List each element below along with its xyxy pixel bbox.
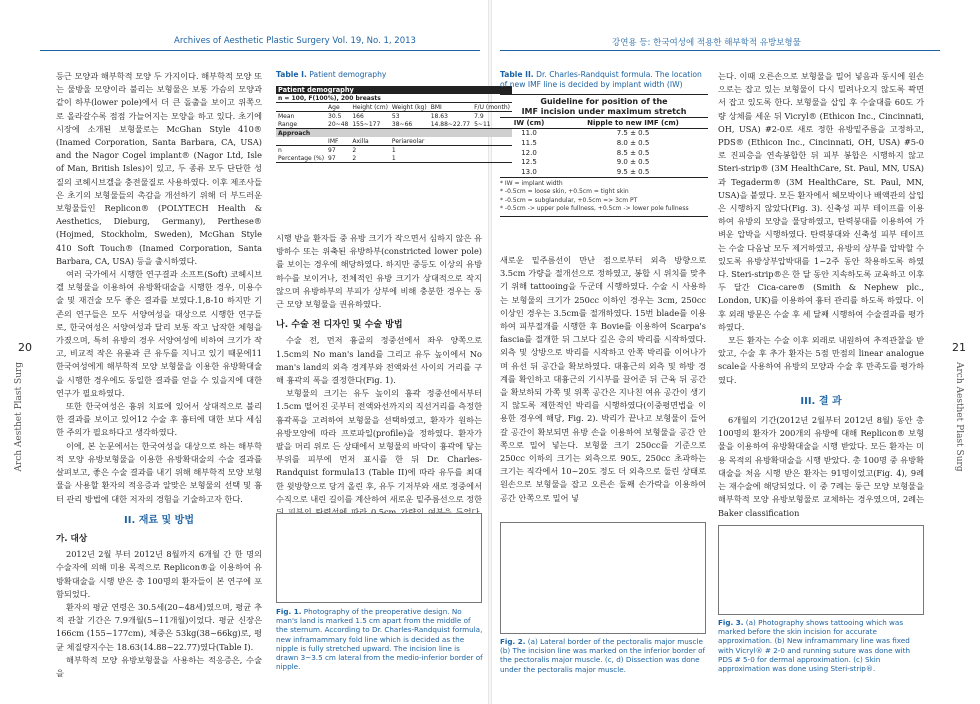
table-cell: 7.5 ± 0.5 — [616, 129, 650, 138]
section-heading-methods: II. 재료 및 방법 — [124, 514, 194, 526]
page-number-right: 21 — [952, 341, 966, 354]
table-1 — [276, 70, 511, 163]
figure-1-text: Photography of the preoperative design. No man's land is marked 1.5 cm apart from the middle of the sternum. According to Dr. Charles-Randquist formula, new inframammary fold line which is decided as the nipple is fully stretched upward. The incision line is drawn 3~3.5 cm lateral from the medio-inferior border of nipple. — [276, 607, 483, 672]
table-cell: 30.5 — [328, 112, 342, 120]
paragraph: 모든 환자는 수술 이후 외래로 내원하여 추적관찰을 받았고, 수술 후 추가 환자는 5점 만점의 linear analogue scale을 사용하여 유방의 모양과 수술 후 만족도를 평가하였다. — [718, 335, 924, 385]
table-cell: 13.0 — [521, 167, 537, 176]
table-cell: Percentage (%) — [278, 154, 325, 162]
table-cell: 2 — [352, 146, 357, 154]
table-cell: 97 — [328, 146, 336, 154]
subsection-heading: 나. 수술 전 디자인 및 수술 방법 — [276, 320, 403, 331]
table-header: Nipple to new IMF (cm) — [587, 118, 679, 127]
section-heading-results: III. 결 과 — [800, 395, 842, 407]
paragraph: 수술 전, 먼저 흉골의 정중선에서 좌우 양쪽으로 1.5cm의 No man's land를 그리고 유두 높이에서 No man's land의 외측 경계부와 전액와선 사이의 거리를 구해 흉곽의 폭을 결정한다(Fig. 1). — [276, 335, 482, 386]
page-number-left: 20 — [18, 341, 32, 354]
table-header — [429, 137, 472, 146]
table-cell: 20~48 — [328, 120, 349, 128]
paragraph: 여러 국가에서 시행한 연구결과 소프트(Soft) 코헤시브겔 보형물을 이용하여 유방확대술을 시행한 경우, 미용수술 및 재건술 모두 좋은 결과를 보였다.1,8-10 하지만 기존의 연구들은 모두 서양여성을 대상으로 시행한 연구들로, 한국여성은 서양여성과 달리 보통 작고 납작한 체형을 가졌으며, 특히 유방의 경우 서양여성에 비하여 크기가 작고, 비교적 작은 유륜과 큰 유두를 지니고 있기 때문에11 한국여성에게 해부학적 모양 보형물을 이용한 유방확대술을 시행한 경우에도 동일한 결과를 얻을 수 있을지에 대한 연구가 필요하였다. — [56, 269, 262, 398]
table-2-heading-line: Guideline for position of the — [540, 97, 668, 106]
figure-1-label: Fig. 1. — [276, 607, 302, 616]
figure-2-caption — [500, 637, 708, 674]
column-1 — [56, 70, 262, 680]
table-header — [276, 137, 326, 146]
table-header: Height (cm) — [352, 103, 388, 111]
table-cell: Mean — [278, 112, 295, 120]
table-cell: 9.0 ± 0.5 — [616, 158, 650, 167]
figure-3-image — [718, 525, 924, 615]
figure-2-image — [500, 522, 706, 634]
table-cell: Range — [276, 120, 326, 129]
table-note: * -0.5cm = subglandular, +0.5cm => 3cm PT — [500, 196, 638, 204]
paragraph: 등근 모양과 해부학적 모양 두 가지이다. 해부학적 모양 또는 물방울 모양이라 불리는 보형물은 보통 가슴의 모양과 같이 하부(lower pole)에서 더 큰 돌출을 보이고 위쪽으로 올라갈수록 점점 가늘어지는 모양을 하고 있다. 초기에 시장에 소개된 보형물로는 McGhan Style 410® (Inamed Corporation, Santa Barbara, CA, USA) and the Nagor Cogel implant® (Nagor Ltd, Isle of Man, British Isles)이 있고, 두 종류 모두 단단한 성질의 코헤시브겔을 충전물질로 사용하였다. 이후 제조사들은 초기의 보형물들의 촉감을 개선하기 위해 더 부드러운 보형물들인 Replicon® (POLYTECH Health & Aesthetics, Dieburg, Germany), Perthese® (Hojmed, Stockholm, Sweden), McGhan Style 410 Soft Touch® (Inamed Corporation, Santa Barbara, CA, USA) 등을 출시하였다. — [56, 71, 262, 266]
paragraph: 2012년 2월 부터 2012년 8월까지 6개월 간 한 명의 수술자에 의해 미용 목적으로 Replicon®을 이용하여 유방확대술을 시행 받은 총 100명의 환자들이 본 연구에 포함되었다. — [56, 549, 262, 599]
table-cell: 1 — [390, 154, 429, 163]
figure-3-text: (a) Photography shows tattooing which was marked before the skin incision for accurate approximation. (b) New inframammary line was fixed with Vicryl® # 2-0 and running suture was done with PDS # 5-0 for dermal approximation. (c) Skin approximation was done using Steri-strip®. — [718, 618, 911, 674]
table-cell: 97 — [326, 154, 350, 163]
table-header: Axilla — [350, 137, 390, 146]
table-cell — [429, 146, 472, 155]
table-cell: 9.5 ± 0.5 — [616, 167, 650, 176]
table-band: Patient demography — [276, 86, 512, 94]
figure-2-text: (a) Lateral border of the pectoralis major muscle (b) The incision line was marked on the inferior border of the pectoralis major muscle. (c, d) Dissection was done under the pectoralis major muscle. — [500, 637, 706, 674]
table-cell: 5~11 — [472, 120, 512, 129]
table-header — [276, 103, 326, 112]
journal-sidebar-left: Arch Aesthet Plast Surg — [14, 362, 24, 472]
figure-3-caption — [718, 618, 926, 673]
table-1-label: Table I. — [276, 70, 307, 79]
table-cell: 1 — [391, 146, 396, 154]
table-note: * IW = implant width — [500, 179, 563, 187]
column-4 — [718, 70, 924, 520]
paragraph: 이에, 본 논문에서는 한국여성을 대상으로 하는 해부학적 모양 유방보형물을 이용한 유방확대술의 수술 결과를 살펴보고, 좋은 수술 결과를 내기 위해 해부학적 모양 보형물을 사용할 환자의 적응증과 알맞은 보형물의 선택 및 흉터 관리 방법에 대한 저자의 경험을 기술하고자 한다. — [56, 440, 262, 504]
figure-1-image — [276, 513, 482, 603]
paragraph: 보형물의 크기는 유두 높이의 흉곽 정중선에서부터 1.5cm 떨어진 곳부터 전액와선까지의 직선거리를 측정한 흉곽폭을 고려하여 보형물을 선택하였고, 환자가 원하는 유방모양에 따라 프로파일(profile)을 정하였다. 환자가 팔을 머리 위로 든 상태에서 보형물의 바닥이 흉곽에 닿는 부위를 피부에 먼저 표시를 한 뒤 Dr. Charles-Randquist formula13 (Table II)에 따라 유두를 최대한 윗방향으로 당겨 올린 후, 유두 기저부와 새로 정중에서 수직으로 내린 길이를 계산하여 새로운 밑주름선으로 정한 — [276, 388, 482, 504]
table-cell: 155~177 — [350, 120, 390, 129]
table-2-title: Dr. Charles-Randquist formula. The location of new IMF line is decided by implant width (IW) — [500, 70, 702, 89]
table-cell: 11.5 — [521, 138, 537, 147]
table-2-grid — [500, 117, 708, 178]
table-header: Weight (kg) — [391, 103, 427, 111]
column-2 — [276, 232, 482, 532]
table-cell: 38~66 — [390, 120, 429, 129]
paragraph: 환자의 평균 연령은 30.5세(20~48세)였으며, 평균 추적 관찰 기간은 7.9개월(5~11개월)이었다. 평균 신장은 166cm (155~177cm), 체중은 53kg(38~66kg)로, 평균 체질량지수는 18.63(14.88~22.77)였다(Table I). — [56, 601, 262, 652]
paragraph: 또한 한국여성은 흉위 치료에 있어서 상대적으로 불리한 결과를 보이고 있어12 수술 후 흉터에 대한 보다 세심한 주의가 필요하다고 생각하였다. — [56, 401, 262, 438]
table-header: Age — [326, 103, 350, 112]
table-2-notes — [500, 180, 708, 217]
table-header: IW (cm) — [513, 118, 545, 127]
table-note: n = 100, F(100%), 200 breasts — [276, 94, 512, 103]
table-cell: 12.5 — [521, 158, 537, 167]
paragraph: 는다. 이때 오른손으로 보형물을 밀어 넣음과 동시에 원손으로는 잡고 있는 보형물이 다시 밀려나오지 않도록 꽉면서 잡고 있도록 한다. 보형물을 삽입 후 수술대를 60도 가량 상체를 세운 뒤 Vicryl® (Ethicon Inc., Cincinnati, OH, USA) #2-0로 새로 정한 유방밑주름을 고정하고, PDS® (Ethicon Inc., Cincinnati, OH, USA) #5-0로 진피층을 연속봉합한 뒤 피부 봉합은 시행하지 않고 Steri-strip® (3M HealthCare, St. Paul, MN, USA)과 Tegaderm® (3M HealthCare, St. Paul, MN, USA)을 붙였다. 모든 환자에서 헤모박이나 배액관의 삽입은 시행하지 않았다(Fig. 3). 신축성 피부 테이프를 이용하여 유방의 모양을 물당하였고, 탄력붕대를 이용하여 가벼운 압박을 시행하였다. 탄력붕대와 신축성 피부 테이프는 수술 다음날 모두 제거하였고, 유방의 상부를 압박할 수 있도록 유방상부압박대를 1~2주 동안 착용하도록 하였다. Steri-strip®은 한 달 동안 지속하도록 교육하고 이후 두 달간 Cica-care® (Smith & Nephew plc., London, UK)를 이용하여 흉터 관리를 하도록 하였다. 이후 외래 방문은 수술 후 세 달째 시행하여 수술결과를 평가하였다. — [718, 71, 924, 332]
table-cell: 8.0 ± 0.5 — [616, 138, 650, 147]
column-3 — [500, 254, 706, 505]
journal-sidebar-right: Arch Aesthet Plast Surg — [954, 362, 964, 472]
table-cell: 8.5 ± 0.5 — [616, 148, 650, 157]
table-2-heading — [500, 94, 708, 117]
table-header: F/U (month) — [474, 103, 511, 111]
table-cell — [429, 154, 472, 163]
table-note: * -0.5cm -> upper pole fullness, +0.5cm -> lower pole fullness — [500, 205, 689, 213]
table-1-grid — [276, 86, 512, 163]
paragraph: 새로운 밑주름선이 만난 점으로부터 외측 방향으로 3.5cm 가량을 절개선으로 정하였고, 봉합 시 위치를 맞추기 위해 tattooing을 두군데 시행하였다. 수술 시 사용하는 보형물의 크기가 250cc 이하인 경우는 3cm, 250cc 이상인 경우는 3.5cm를 절개하였다. 15번 blade를 이용하여 피부절개를 시행한 후 Bovie를 이용하여 Scarpa's fascia를 절개한 뒤 그보다 깊은 층의 박리를 시작하였다. 외측 및 상방으로 박리를 시작하고 안쪽 박리를 이어나가며 유선 뒤 공간을 확보하였다. 대흉근의 외측 및 하방 경계를 확인하고 대흉근의 기시부를 끌어준 뒤 근육 뒤 공간을 확보하되 가쪽 및 위쪽 공간은 지나친 여유 공간이 생기지 않도록 제한적인 박리를 시행하였다(이중평면법을 이용한 경우에 해당, Fig. 2). 박리가 끝나고 보형물이 들어갈 공간이 확보되면 유방 손을 이용하여 보형물을 공간 안쪽으로 밀어 넣는다. 보형물 크기 250cc를 기준으로 250cc 이하의 크기는 외측으로 90도, 250cc 초과하는 크기는 직각에서 10~20도 정도 더 외측으로 둘린 상태로 원손으로 보형물을 잡고 오른손 둘째 손가락을 이용하여 공간 안쪽으로 밀어 넣 — [500, 255, 706, 503]
table-cell: 12.0 — [521, 148, 537, 157]
table-cell: 18.63 — [430, 112, 448, 120]
table-2-heading-line: IMF incision under maximum stretch — [521, 107, 687, 116]
header-rule-right — [500, 50, 940, 51]
header-rule-left — [40, 50, 480, 51]
paragraph: 6개월의 기간(2012년 2월부터 2012년 8월) 동안 총 100명의 환자가 200개의 유방에 대해 Replicon® 보형물을 이용하여 유방확대술을 시행 받았다. 모든 환자는 미용 목적의 유방확대술을 시행 받았다. 총 100명 중 유방확대술을 처음 시행 받은 환자는 91명이었고(Fig. 4), 9례는 재수술에 해당되었다. 이 중 7례는 둥근 모양 보형물을 해부학적 모양 유방보형물로 교체하는 경우였으며, 2례는 Baker classification — [718, 415, 924, 518]
table-cell: 53 — [391, 112, 400, 120]
table-header: Periareolar — [390, 137, 429, 146]
table-2 — [500, 70, 708, 217]
figure-1-caption — [276, 607, 484, 671]
figure-2-label: Fig. 2. — [500, 637, 526, 646]
paragraph: 시행 받을 환자들 중 유방 크기가 작으면서 심하지 않은 유방하수 또는 위축된 유방하부(constricted lower pole)를 보이는 경우에 해당하였다. 하지만 중등도 이상의 유방하수를 보이거나, 전체적인 유방 크기가 상대적으로 작지 않으며 유방하부의 부피가 상부에 비해 충분한 경우는 둥근 모양 보형물을 권유하였다. — [276, 233, 482, 310]
table-cell: 14.88~22.77 — [430, 120, 471, 128]
running-header-right: 강연용 등: 한국여성에 적용한 해부학적 유방보형물 — [612, 38, 801, 48]
table-2-label: Table II. — [500, 70, 534, 79]
table-band: Approach — [276, 129, 512, 138]
table-note: * -0.5cm = loose skin, +0.5cm = tight skin — [500, 188, 629, 196]
table-cell: 7.9 — [474, 112, 484, 120]
table-cell: 2 — [350, 154, 390, 163]
subsection-heading: 가. 대상 — [56, 533, 88, 544]
table-1-title: Patient demography — [309, 70, 387, 79]
table-2-caption — [500, 70, 708, 90]
table-1-caption — [276, 70, 482, 80]
figure-3-label: Fig. 3. — [718, 618, 744, 627]
table-header: IMF — [326, 137, 350, 146]
table-cell: n — [278, 146, 282, 154]
table-header: BMI — [429, 103, 472, 112]
running-header-left: Archives of Aesthetic Plastic Surgery Vol. 19, No. 1, 2013 — [174, 36, 416, 46]
table-cell: 11.0 — [521, 129, 537, 138]
paragraph: 해부학적 모양 유방보형물을 사용하는 적응증은, 수술을 — [56, 654, 262, 678]
table-cell: 166 — [352, 112, 364, 120]
